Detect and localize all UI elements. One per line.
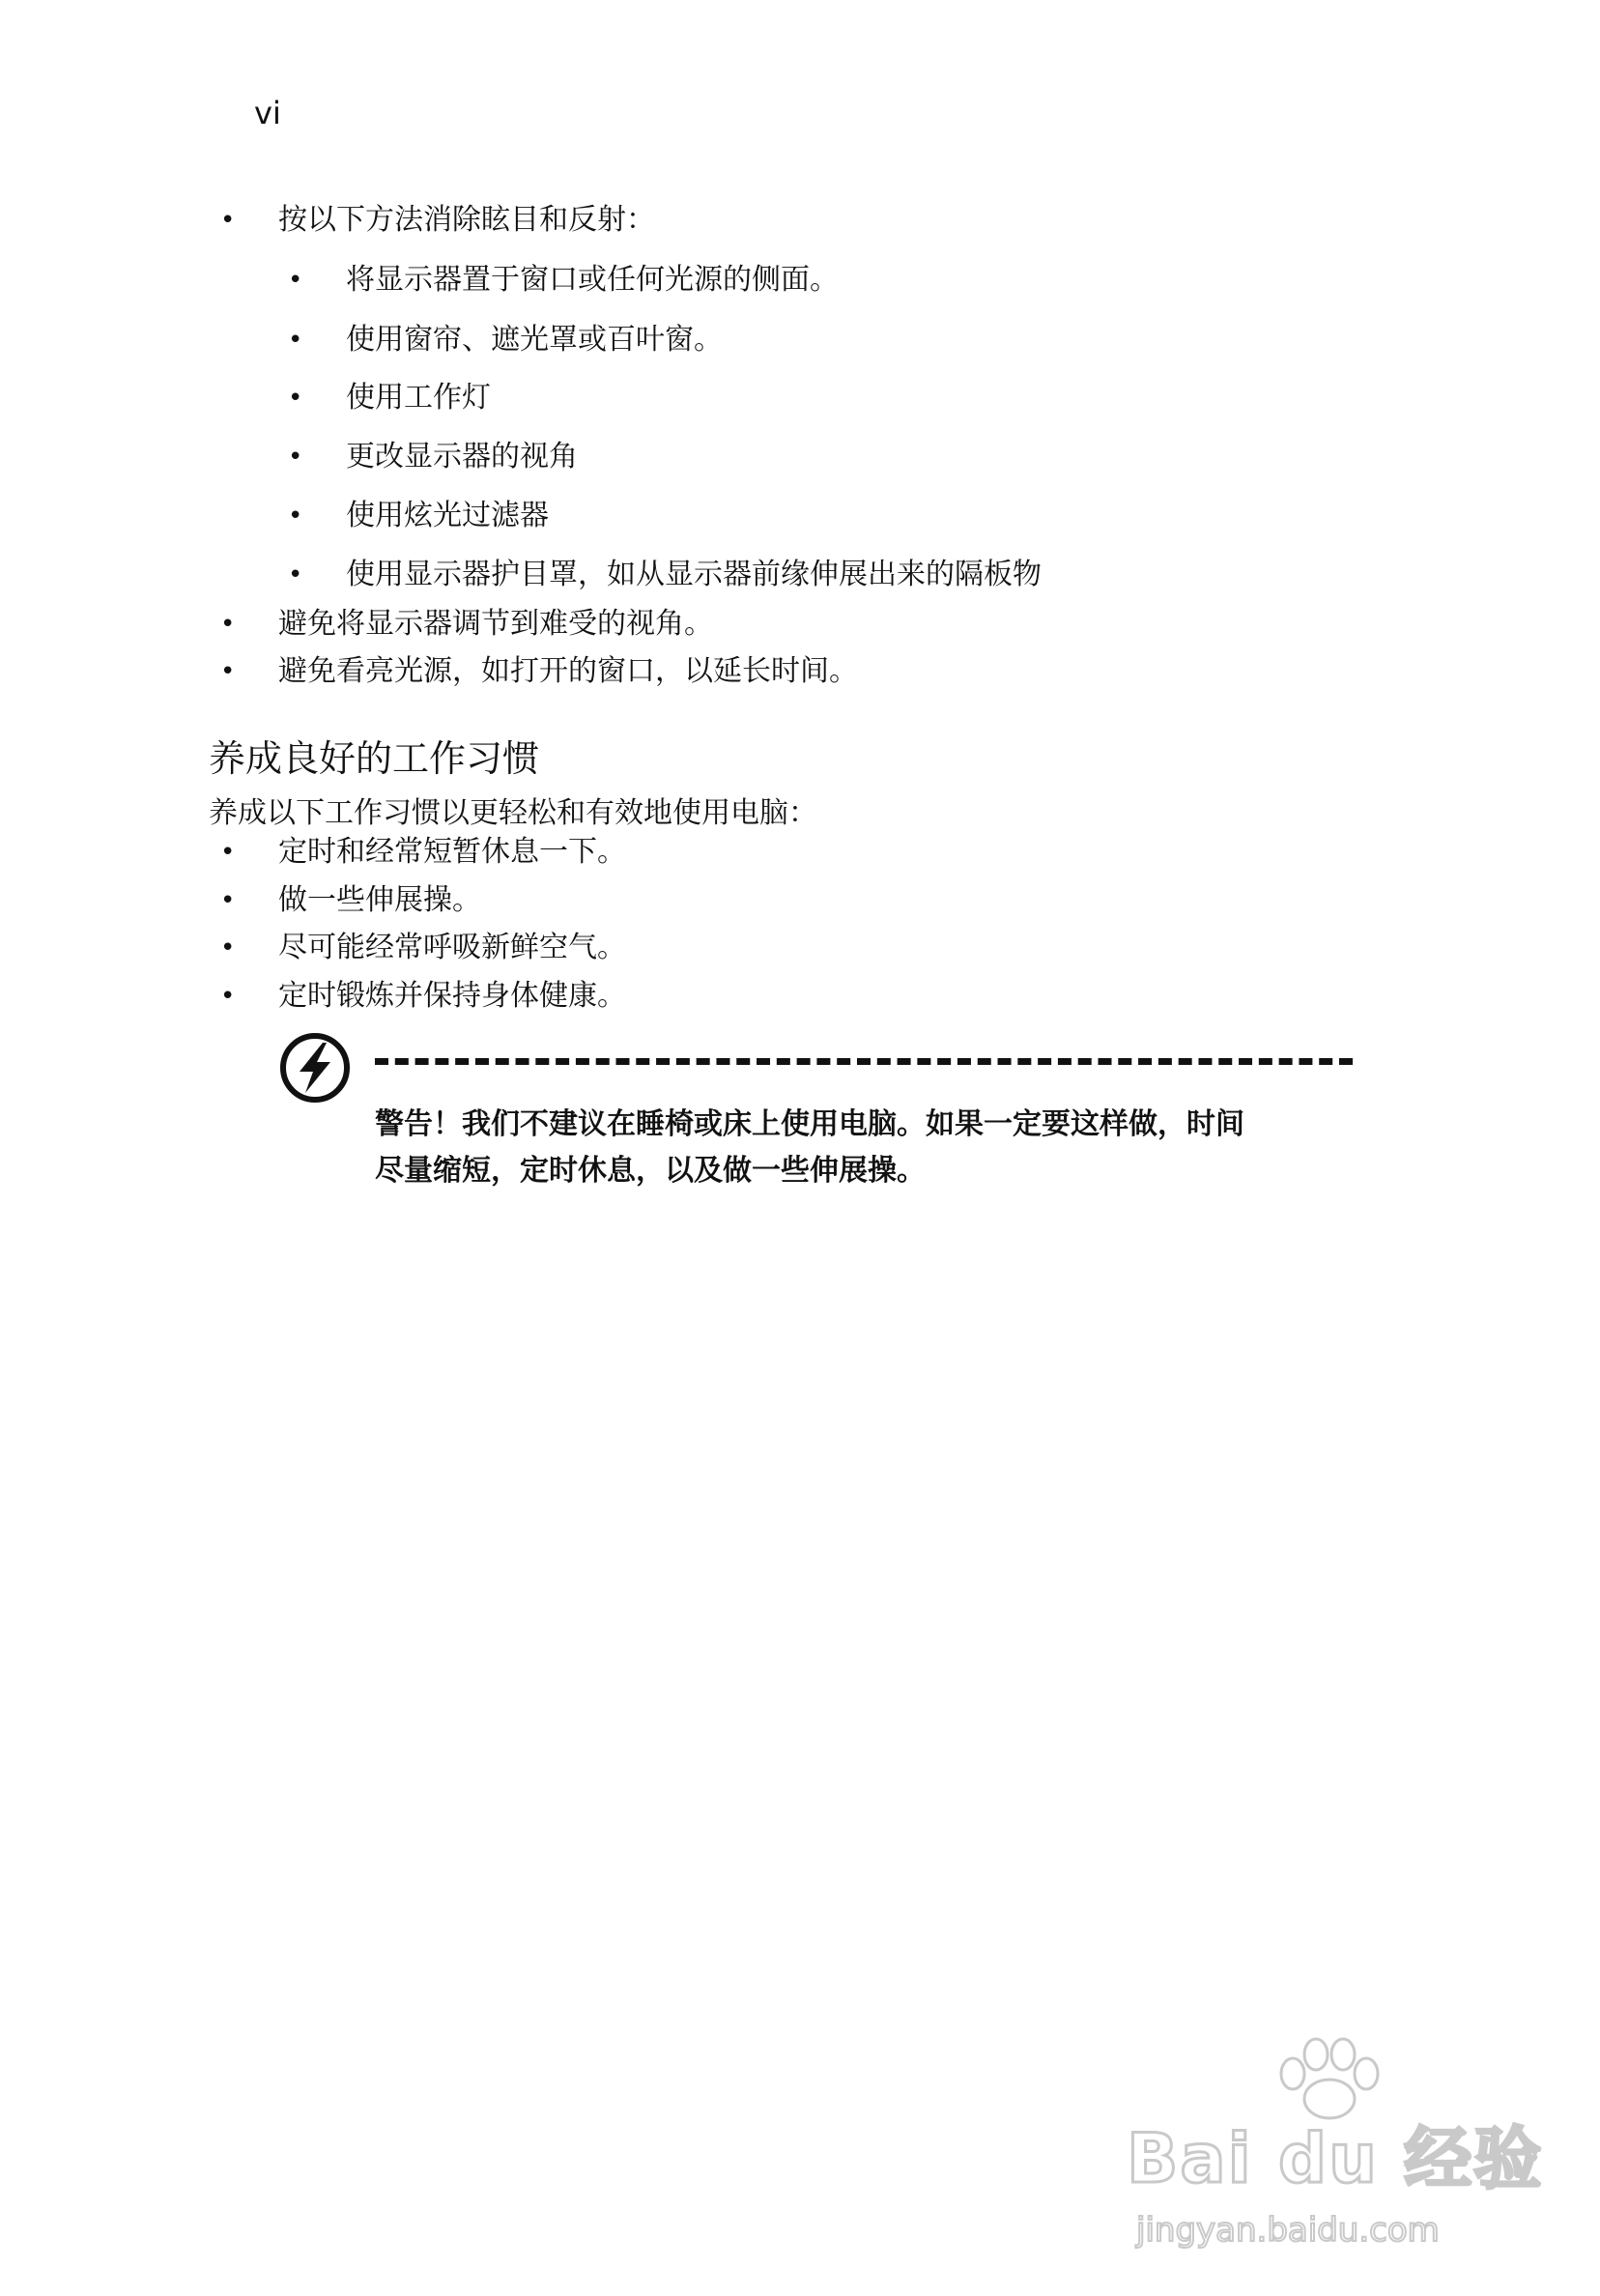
list-item: • 定时锻炼并保持身体健康。 (278, 977, 626, 1016)
section-intro: 养成以下工作习惯以更轻松和有效地使用电脑： (209, 796, 817, 830)
bullet: • (220, 206, 236, 235)
list-item: • 将显示器置于窗口或任何光源的侧面。 (346, 261, 839, 300)
bullet: • (220, 886, 236, 915)
section-heading: 养成良好的工作习惯 (209, 737, 540, 780)
warning-line-1: 警告！我们不建议在睡椅或床上使用电脑。如果一定要这样做，时间 (375, 1107, 1244, 1141)
bullet: • (220, 610, 236, 639)
warning-divider (375, 1058, 1353, 1065)
list-item: • 避免将显示器调节到难受的视角。 (278, 605, 713, 644)
bullet: • (220, 657, 236, 686)
list-item: • 按以下方法消除眩目和反射： (278, 201, 655, 240)
page-number: vi (254, 95, 281, 131)
warning-text (375, 1102, 1244, 1194)
warning-line-2: 尽量缩短，定时休息，以及做一些伸展操。 (375, 1154, 926, 1188)
watermark-brand: Bai du 经验 (1127, 2119, 1544, 2198)
list-item: • 更改显示器的视角 (346, 438, 578, 476)
list-item: • 使用窗帘、遮光罩或百叶窗。 (346, 321, 723, 359)
bullet: • (288, 266, 303, 295)
bullet: • (220, 982, 236, 1011)
bullet: • (288, 560, 303, 589)
list-item: • 定时和经常短暂休息一下。 (278, 833, 626, 872)
lightning-warning-icon (278, 1031, 352, 1105)
list-item: • 使用炫光过滤器 (346, 497, 549, 535)
bullet: • (288, 326, 303, 355)
watermark-url: jingyan.baidu.com (1136, 2211, 1440, 2250)
bullet: • (220, 838, 236, 867)
bullet: • (288, 384, 303, 413)
watermark (1127, 2037, 1544, 2269)
list-item: • 避免看亮光源，如打开的窗口，以延长时间。 (278, 652, 858, 691)
bullet: • (288, 502, 303, 531)
list-item: • 使用工作灯 (346, 379, 491, 417)
bullet: • (288, 443, 303, 472)
bullet: • (220, 933, 236, 962)
list-item: • 使用显示器护目罩，如从显示器前缘伸展出来的隔板物 (346, 556, 1042, 594)
list-item: • 做一些伸展操。 (278, 881, 481, 920)
list-item: • 尽可能经常呼吸新鲜空气。 (278, 929, 626, 967)
